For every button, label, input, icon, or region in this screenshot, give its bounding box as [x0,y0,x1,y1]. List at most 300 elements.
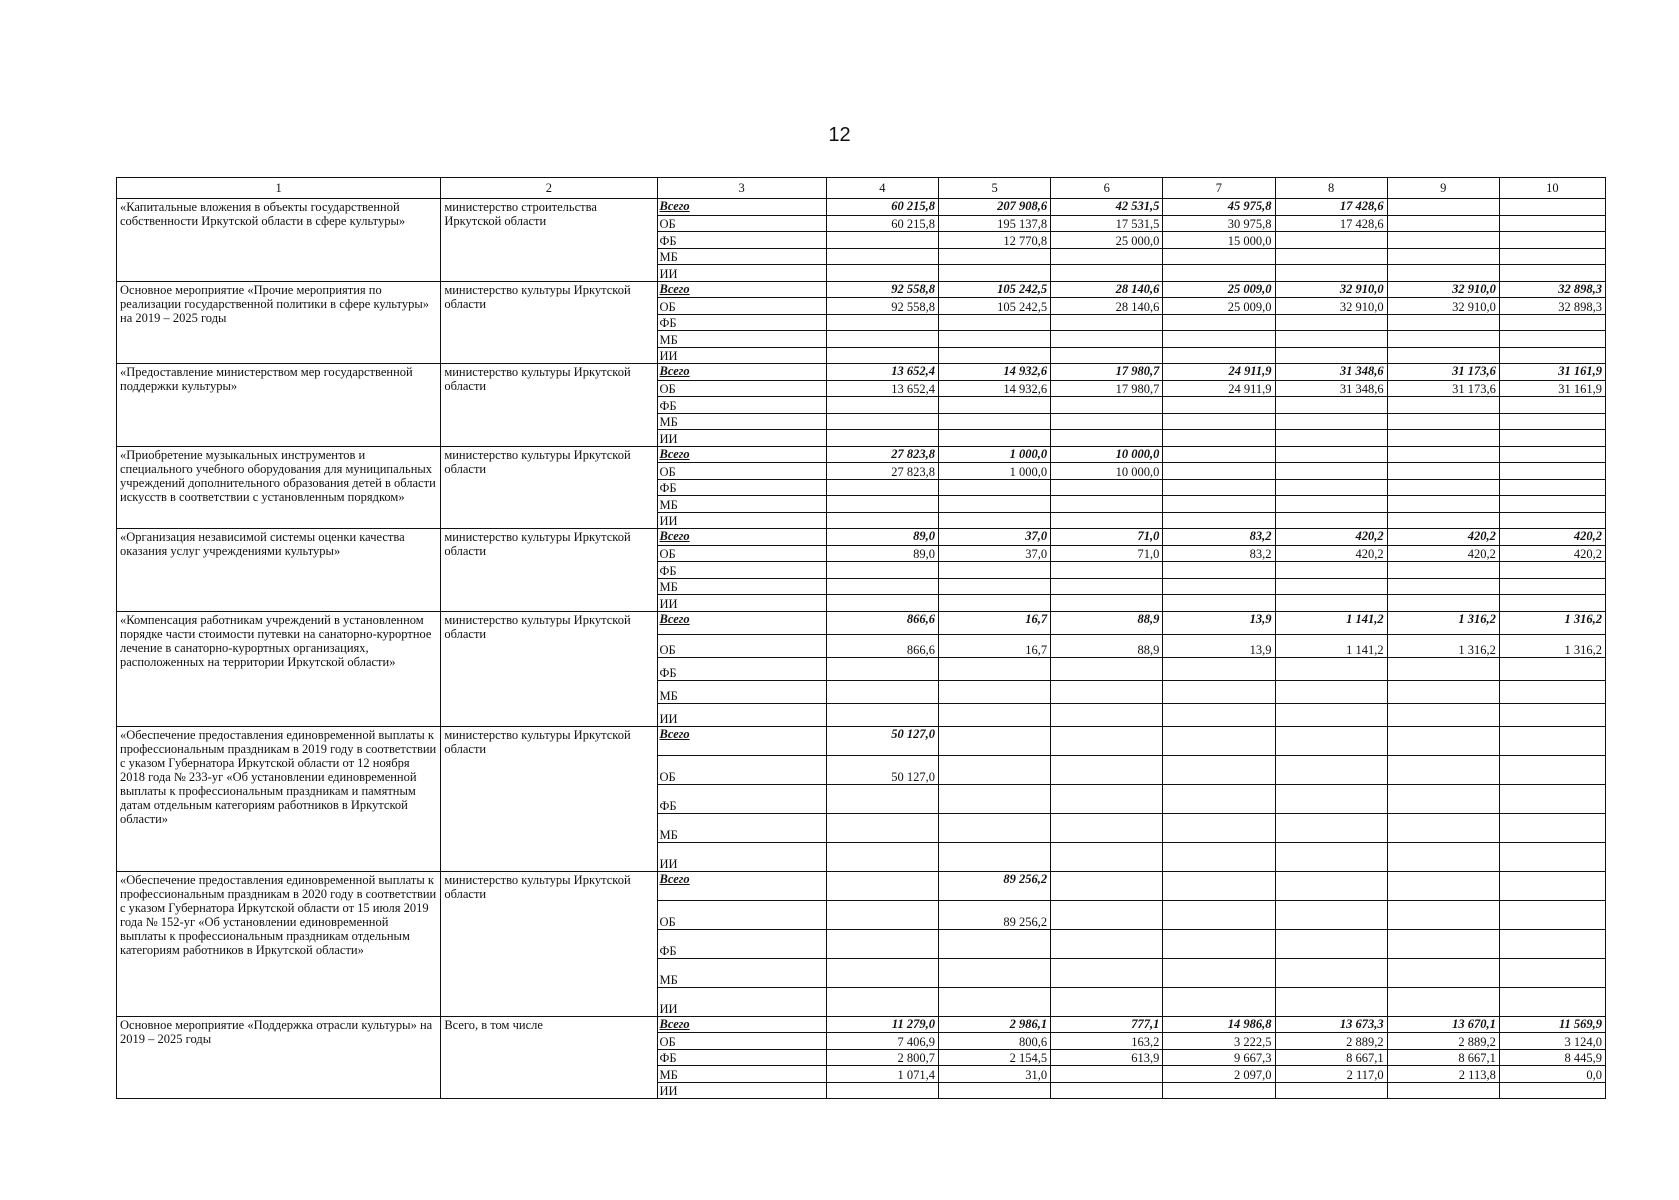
amount-cell [938,703,1050,726]
amount-cell [826,562,938,579]
amount-cell [1387,199,1499,216]
amount-cell: 71,0 [1051,545,1163,562]
amount-cell [826,512,938,529]
amount-cell: 11 569,9 [1499,1016,1605,1033]
amount-cell: 10 000,0 [1051,463,1163,480]
amount-cell [1051,331,1163,348]
amount-cell: 420,2 [1499,529,1605,546]
funding-source: МБ [657,578,826,595]
funding-source: ОБ [657,900,826,929]
amount-cell [1387,479,1499,496]
column-number: 1 [117,178,441,199]
funding-source: ОБ [657,634,826,657]
amount-cell: 2 800,7 [826,1049,938,1066]
amount-cell: 83,2 [1163,545,1275,562]
amount-cell: 17 531,5 [1051,215,1163,232]
column-number: 6 [1051,178,1163,199]
amount-cell [1499,199,1605,216]
amount-cell [826,347,938,364]
amount-cell [1163,512,1275,529]
amount-cell [826,871,938,900]
amount-cell [1499,703,1605,726]
amount-cell [1163,347,1275,364]
amount-cell [1275,430,1387,447]
amount-cell [1275,929,1387,958]
amount-cell [1499,430,1605,447]
amount-cell: 25 000,0 [1051,232,1163,249]
amount-cell: 13 652,4 [826,380,938,397]
funding-source: МБ [657,331,826,348]
amount-cell [1499,842,1605,871]
amount-cell [1051,1066,1163,1083]
amount-cell: 2 986,1 [938,1016,1050,1033]
amount-cell: 60 215,8 [826,215,938,232]
amount-cell [938,479,1050,496]
amount-cell [1163,265,1275,282]
amount-cell [1499,446,1605,463]
amount-cell: 31 173,6 [1387,364,1499,381]
table-row [117,871,1606,900]
funding-source: МБ [657,496,826,513]
amount-cell [1499,314,1605,331]
amount-cell [1051,496,1163,513]
amount-cell [1275,479,1387,496]
amount-cell [1275,595,1387,612]
table-row [117,611,1606,634]
funding-source: ФБ [657,657,826,680]
table-row [117,726,1606,755]
amount-cell [1499,755,1605,784]
amount-cell: 17 980,7 [1051,364,1163,381]
amount-cell [1051,314,1163,331]
amount-cell [1051,512,1163,529]
column-number: 5 [938,178,1050,199]
funding-source: ФБ [657,397,826,414]
funding-source: ОБ [657,545,826,562]
amount-cell: 1 000,0 [938,446,1050,463]
amount-cell [1051,703,1163,726]
funding-source: ФБ [657,1049,826,1066]
amount-cell [1387,784,1499,813]
amount-cell: 31 173,6 [1387,380,1499,397]
amount-cell [938,578,1050,595]
amount-cell [938,726,1050,755]
executor: министерство культуры Иркутской области [441,446,657,529]
amount-cell [1275,871,1387,900]
amount-cell [1163,331,1275,348]
amount-cell: 10 000,0 [1051,446,1163,463]
amount-cell: 8 667,1 [1275,1049,1387,1066]
executor: министерство культуры Иркутской области [441,726,657,871]
amount-cell: 207 908,6 [938,199,1050,216]
activity-name: «Обеспечение предоставления единовременной выплаты к профессиональным праздникам в 2020 году в соответствии с указом Губернатора Иркутской области от 15 июля 2019 года № 152-уг «Об установлении единовременной выплаты к профессиональным праздникам отдельным категориям работников в Иркутской области» [117,871,441,1016]
amount-cell: 24 911,9 [1163,380,1275,397]
amount-cell [826,784,938,813]
amount-cell: 8 667,1 [1387,1049,1499,1066]
amount-cell [1387,726,1499,755]
amount-cell [1275,784,1387,813]
amount-cell [1275,842,1387,871]
amount-cell [1387,842,1499,871]
amount-cell [1387,347,1499,364]
amount-cell [1275,331,1387,348]
amount-cell: 25 009,0 [1163,281,1275,298]
column-number: 10 [1499,178,1605,199]
amount-cell [938,430,1050,447]
amount-cell [1387,430,1499,447]
amount-cell [1275,578,1387,595]
amount-cell [1051,900,1163,929]
amount-cell [1499,1082,1605,1099]
amount-cell [938,1082,1050,1099]
amount-cell [1051,397,1163,414]
amount-cell: 420,2 [1275,545,1387,562]
amount-cell [1275,347,1387,364]
amount-cell: 2 097,0 [1163,1066,1275,1083]
budget-table [116,177,1606,1099]
funding-source: ФБ [657,562,826,579]
amount-cell: 2 889,2 [1275,1033,1387,1050]
amount-cell: 16,7 [938,634,1050,657]
amount-cell: 1 141,2 [1275,634,1387,657]
column-number: 9 [1387,178,1499,199]
table-row [117,529,1606,546]
amount-cell [938,314,1050,331]
table-body [117,178,1606,1099]
activity-name: Основное мероприятие «Прочие мероприятия по реализации государственной политики в сфере культуры» на 2019 – 2025 годы [117,281,441,364]
amount-cell [1051,842,1163,871]
amount-cell [1163,578,1275,595]
funding-source: ИИ [657,987,826,1016]
amount-cell [938,784,1050,813]
amount-cell: 16,7 [938,611,1050,634]
activity-name: «Компенсация работникам учреждений в установленном порядке части стоимости путевки на санаторно-курортное лечение в санаторно-курортных организациях, расположенных на территории Иркутской области» [117,611,441,726]
amount-cell [826,657,938,680]
amount-cell: 3 222,5 [1163,1033,1275,1050]
amount-cell [1163,413,1275,430]
funding-source: Всего [657,1016,826,1033]
amount-cell [1163,755,1275,784]
amount-cell [826,331,938,348]
amount-cell [1499,784,1605,813]
amount-cell [938,987,1050,1016]
amount-cell: 420,2 [1387,529,1499,546]
amount-cell [1387,446,1499,463]
column-number: 8 [1275,178,1387,199]
funding-source: Всего [657,199,826,216]
amount-cell [938,562,1050,579]
amount-cell: 777,1 [1051,1016,1163,1033]
amount-cell [1275,512,1387,529]
amount-cell [1387,871,1499,900]
amount-cell: 92 558,8 [826,281,938,298]
amount-cell [1499,463,1605,480]
amount-cell [1387,813,1499,842]
funding-source: ОБ [657,755,826,784]
amount-cell [1499,397,1605,414]
amount-cell [1275,1082,1387,1099]
activity-name: «Предоставление министерством мер государственной поддержки культуры» [117,364,441,447]
amount-cell: 13,9 [1163,634,1275,657]
amount-cell: 32 898,3 [1499,281,1605,298]
amount-cell: 105 242,5 [938,298,1050,315]
amount-cell [1275,446,1387,463]
amount-cell [1275,755,1387,784]
amount-cell: 83,2 [1163,529,1275,546]
funding-source: Всего [657,726,826,755]
amount-cell: 14 932,6 [938,364,1050,381]
table-row [117,199,1606,216]
amount-cell [826,430,938,447]
amount-cell [1387,703,1499,726]
amount-cell [1499,331,1605,348]
amount-cell: 1 141,2 [1275,611,1387,634]
amount-cell [1163,430,1275,447]
amount-cell: 31,0 [938,1066,1050,1083]
amount-cell: 88,9 [1051,611,1163,634]
amount-cell [1051,265,1163,282]
amount-cell: 195 137,8 [938,215,1050,232]
amount-cell [1499,900,1605,929]
amount-cell: 420,2 [1499,545,1605,562]
column-number-row [117,178,1606,199]
funding-source: Всего [657,529,826,546]
amount-cell [1163,900,1275,929]
amount-cell: 24 911,9 [1163,364,1275,381]
amount-cell [826,578,938,595]
table-row [117,364,1606,381]
amount-cell [1499,726,1605,755]
amount-cell [1275,726,1387,755]
amount-cell: 1 071,4 [826,1066,938,1083]
amount-cell [1051,248,1163,265]
amount-cell [1163,958,1275,987]
funding-source: МБ [657,1066,826,1083]
amount-cell: 13 673,3 [1275,1016,1387,1033]
amount-cell: 12 770,8 [938,232,1050,249]
executor: Всего, в том числе [441,1016,657,1099]
amount-cell [826,958,938,987]
funding-source: Всего [657,446,826,463]
amount-cell [1499,479,1605,496]
funding-source: Всего [657,871,826,900]
funding-source: ОБ [657,380,826,397]
amount-cell [826,232,938,249]
funding-source: Всего [657,281,826,298]
amount-cell [1163,842,1275,871]
amount-cell: 1 316,2 [1499,611,1605,634]
amount-cell [1275,657,1387,680]
amount-cell: 2 889,2 [1387,1033,1499,1050]
amount-cell [1051,413,1163,430]
amount-cell: 27 823,8 [826,463,938,480]
amount-cell: 11 279,0 [826,1016,938,1033]
amount-cell [1163,871,1275,900]
amount-cell [1051,726,1163,755]
amount-cell [1275,813,1387,842]
amount-cell [826,479,938,496]
amount-cell [1163,680,1275,703]
amount-cell: 13 652,4 [826,364,938,381]
amount-cell: 15 000,0 [1163,232,1275,249]
amount-cell: 2 113,8 [1387,1066,1499,1083]
amount-cell: 866,6 [826,611,938,634]
amount-cell [1051,755,1163,784]
amount-cell: 420,2 [1275,529,1387,546]
funding-source: ИИ [657,347,826,364]
amount-cell: 50 127,0 [826,726,938,755]
amount-cell [1499,562,1605,579]
amount-cell [1387,413,1499,430]
amount-cell [1275,248,1387,265]
amount-cell: 28 140,6 [1051,281,1163,298]
amount-cell [1387,755,1499,784]
amount-cell [1275,562,1387,579]
amount-cell [826,595,938,612]
amount-cell [938,929,1050,958]
amount-cell [1163,784,1275,813]
amount-cell: 31 161,9 [1499,364,1605,381]
amount-cell [1163,496,1275,513]
funding-source: ИИ [657,703,826,726]
amount-cell: 28 140,6 [1051,298,1163,315]
amount-cell: 31 348,6 [1275,364,1387,381]
amount-cell [1275,680,1387,703]
amount-cell: 8 445,9 [1499,1049,1605,1066]
executor: министерство культуры Иркутской области [441,611,657,726]
amount-cell [1499,413,1605,430]
funding-source: ФБ [657,479,826,496]
amount-cell [1275,703,1387,726]
amount-cell: 13,9 [1163,611,1275,634]
amount-cell [1051,813,1163,842]
amount-cell [1051,987,1163,1016]
amount-cell: 17 980,7 [1051,380,1163,397]
amount-cell [938,813,1050,842]
amount-cell [826,900,938,929]
amount-cell [826,987,938,1016]
amount-cell [1163,813,1275,842]
amount-cell: 25 009,0 [1163,298,1275,315]
funding-source: МБ [657,958,826,987]
amount-cell [1499,929,1605,958]
funding-source: Всего [657,611,826,634]
amount-cell [938,265,1050,282]
executor: министерство культуры Иркутской области [441,281,657,364]
amount-cell [1163,446,1275,463]
funding-source: МБ [657,680,826,703]
amount-cell [938,413,1050,430]
amount-cell [1387,314,1499,331]
funding-source: ИИ [657,265,826,282]
amount-cell [1387,929,1499,958]
amount-cell: 7 406,9 [826,1033,938,1050]
amount-cell: 13 670,1 [1387,1016,1499,1033]
activity-name: Основное мероприятие «Поддержка отрасли культуры» на 2019 – 2025 годы [117,1016,441,1099]
amount-cell [938,680,1050,703]
amount-cell [1499,265,1605,282]
amount-cell [1051,1082,1163,1099]
amount-cell: 30 975,8 [1163,215,1275,232]
amount-cell [826,397,938,414]
executor: министерство культуры Иркутской области [441,364,657,447]
amount-cell [1275,900,1387,929]
amount-cell: 1 316,2 [1387,611,1499,634]
amount-cell [1275,987,1387,1016]
funding-source: МБ [657,248,826,265]
amount-cell [938,842,1050,871]
amount-cell: 1 316,2 [1387,634,1499,657]
amount-cell: 89 256,2 [938,900,1050,929]
table-row [117,446,1606,463]
amount-cell [1387,595,1499,612]
funding-source: ФБ [657,929,826,958]
amount-cell [1051,347,1163,364]
funding-source: ИИ [657,1082,826,1099]
amount-cell [1275,265,1387,282]
amount-cell [826,842,938,871]
amount-cell [1051,578,1163,595]
amount-cell: 45 975,8 [1163,199,1275,216]
amount-cell [1163,397,1275,414]
amount-cell [826,929,938,958]
amount-cell: 89,0 [826,529,938,546]
amount-cell [938,248,1050,265]
amount-cell [1499,347,1605,364]
amount-cell [1275,413,1387,430]
funding-source: ОБ [657,463,826,480]
amount-cell [1499,680,1605,703]
amount-cell [1387,512,1499,529]
funding-source: ФБ [657,232,826,249]
amount-cell: 37,0 [938,529,1050,546]
amount-cell: 800,6 [938,1033,1050,1050]
amount-cell: 1 000,0 [938,463,1050,480]
funding-source: ИИ [657,430,826,447]
page-number: 12 [828,124,851,146]
amount-cell [1387,958,1499,987]
amount-cell: 71,0 [1051,529,1163,546]
amount-cell [938,496,1050,513]
table-row [117,1016,1606,1033]
amount-cell [1275,232,1387,249]
amount-cell [1499,512,1605,529]
amount-cell [1499,657,1605,680]
amount-cell [1387,680,1499,703]
amount-cell [1051,929,1163,958]
amount-cell [1163,463,1275,480]
amount-cell [826,314,938,331]
amount-cell [1387,496,1499,513]
amount-cell [826,1082,938,1099]
activity-name: «Организация независимой системы оценки качества оказания услуг учреждениями культуры» [117,529,441,612]
amount-cell: 32 910,0 [1387,281,1499,298]
funding-source: ИИ [657,512,826,529]
amount-cell [1051,958,1163,987]
amount-cell: 89,0 [826,545,938,562]
amount-cell [1163,703,1275,726]
amount-cell [1387,1082,1499,1099]
amount-cell: 3 124,0 [1499,1033,1605,1050]
amount-cell: 0,0 [1499,1066,1605,1083]
funding-source: ФБ [657,314,826,331]
amount-cell [1499,215,1605,232]
amount-cell: 50 127,0 [826,755,938,784]
amount-cell [826,413,938,430]
amount-cell [1051,595,1163,612]
amount-cell [1499,496,1605,513]
amount-cell [1051,784,1163,813]
